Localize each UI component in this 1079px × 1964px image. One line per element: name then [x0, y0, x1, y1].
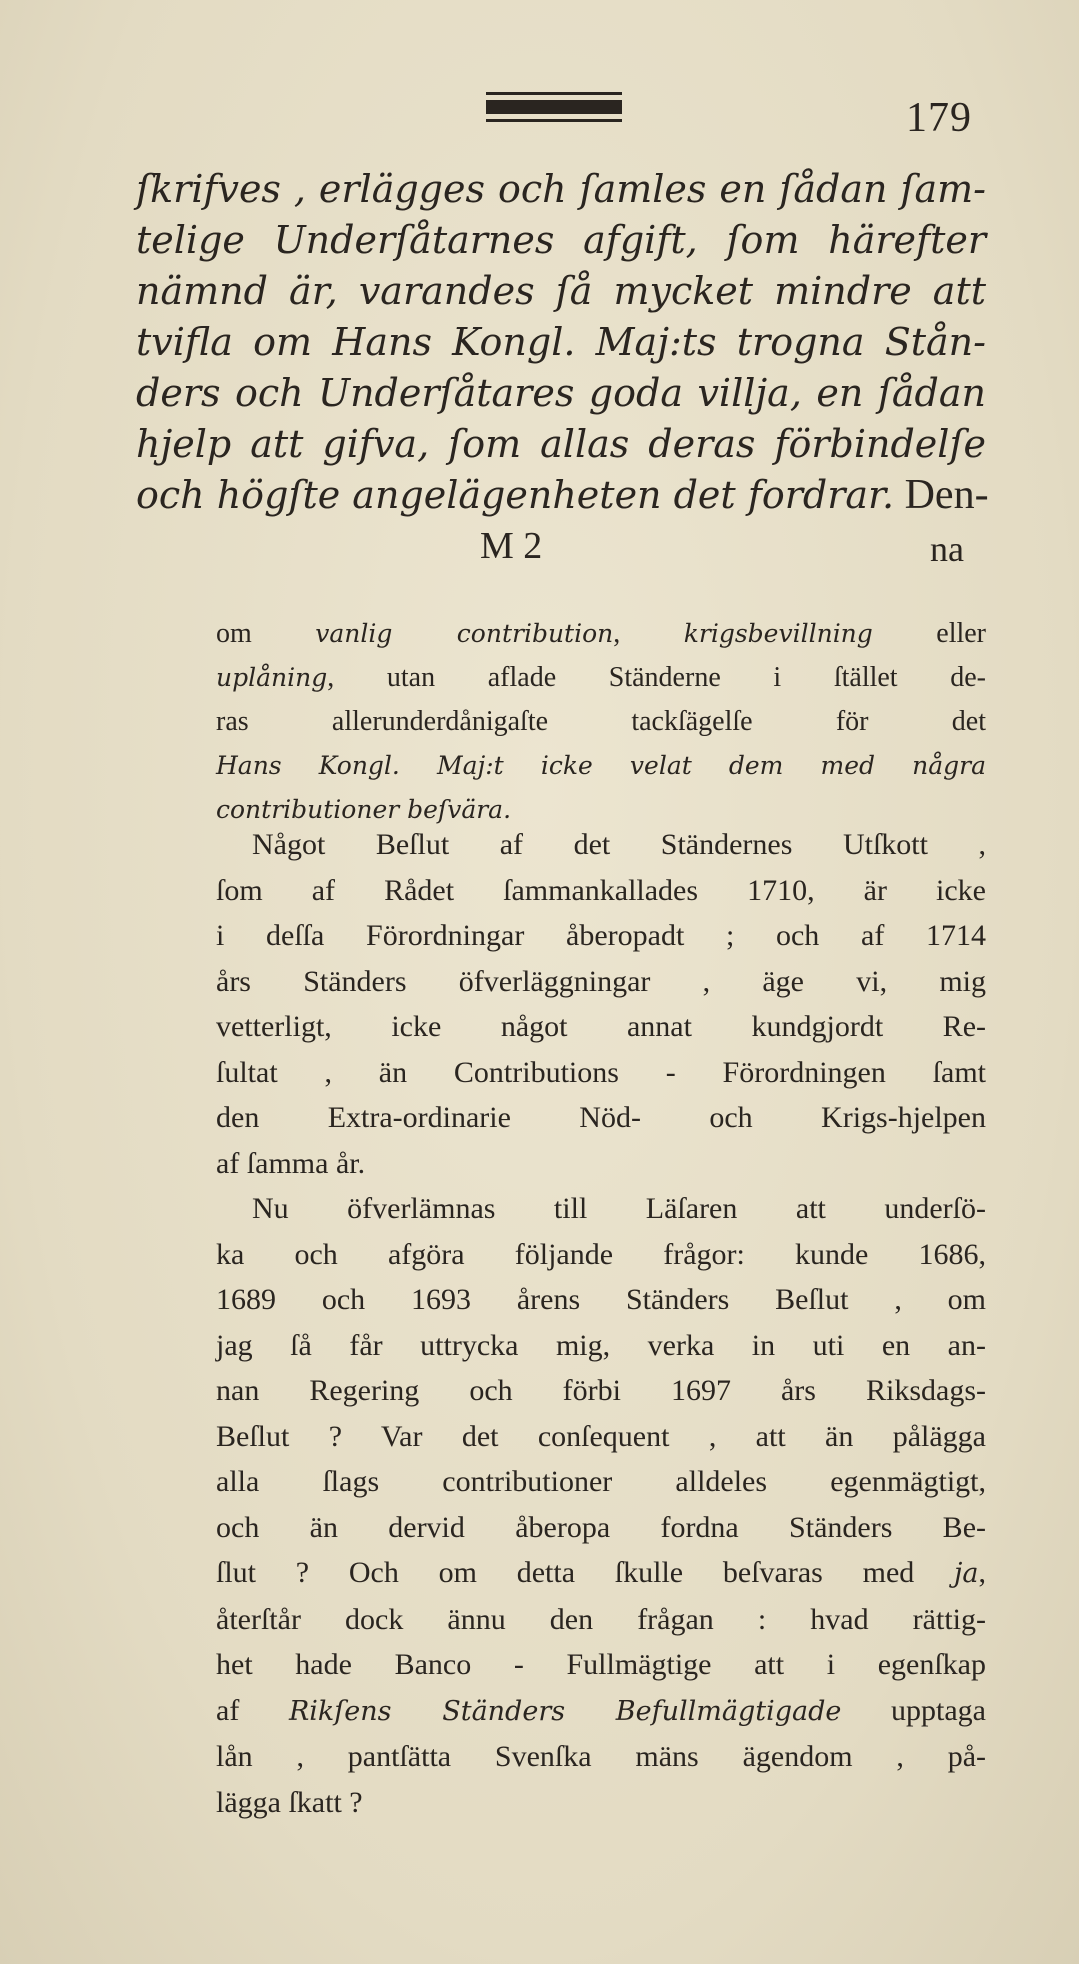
body-line: alla ſlags contributioner alldeles egenmägtigt,: [216, 1465, 986, 1498]
body-line: af ſamma år.: [216, 1146, 366, 1180]
body-line: nan Regering och förbi 1697 års Riksdags-: [216, 1374, 986, 1407]
roman-tail: Den-: [894, 472, 989, 518]
body-line: den Extra-ordinarie Nöd- och Krigs-hjelpen: [216, 1101, 986, 1134]
body-line: års Ständers öfverläggningar , äge vi, mig: [216, 964, 986, 998]
body-line: 1689 och 1693 årens Ständers Beſlut , om: [216, 1283, 986, 1316]
header-ornament-rule: [486, 92, 622, 122]
signature-mark: M 2: [480, 525, 543, 567]
body-line: återſtår dock ännu den frågan : hvad rättig-: [216, 1602, 986, 1636]
body-line: ſultat , än Contributions - Förordningen ſamt: [216, 1055, 986, 1089]
body-text: [216, 822, 986, 1825]
italic-line: tvifla om Hans Kongl. Maj:ts trogna Stån-: [136, 320, 986, 364]
body-line: ka och afgöra följande frågor: kunde 1686,: [216, 1237, 986, 1271]
italic-quotation: [136, 164, 989, 521]
footnote-line: ras allerunderdånigaſte tackſägelſe för det: [216, 706, 986, 737]
body-line: lägga ſkatt ?: [216, 1785, 363, 1819]
footnote-block: [216, 612, 986, 832]
body-line: het hade Banco - Fullmägtige att i egenſkap: [216, 1648, 986, 1681]
footnote-line: uplåning, utan aflade Ständerne i ſtället de-: [216, 662, 986, 693]
catchword: na: [930, 529, 964, 569]
body-line: i deſſa Förordningar åberopadt ; och af 1714: [216, 919, 986, 952]
italic-line-last: och högſte angelägenheten det fordrar. Den-: [136, 472, 989, 518]
body-line: vetterligt, icke något annat kundgjordt Re-: [216, 1010, 986, 1043]
body-line: jag ſå får uttrycka mig, verka in uti en an-: [216, 1328, 986, 1362]
body-line: Något Beſlut af det Ständernes Utſkott ,: [252, 828, 986, 861]
page-number: 179: [906, 95, 972, 141]
italic-line: ders och Underſåtares goda villja, en ſådan: [136, 371, 986, 415]
footnote-line: Hans Kongl. Maj:t icke velat dem med några: [216, 751, 987, 780]
body-line: och än dervid åberopa fordna Ständers Be-: [216, 1510, 986, 1544]
italic-line: telige Underſåtarnes afgift, ſom härefter: [136, 218, 986, 262]
body-line: af Rikſens Ständers Befullmägtigade upptaga: [216, 1693, 986, 1727]
italic-line: hjelp att gifva, ſom allas deras förbindelſe: [136, 422, 986, 466]
body-line: lån , pantſätta Svenſka mäns ägendom , på-: [216, 1740, 986, 1773]
footnote-line: contributioner beſvära.: [216, 795, 512, 824]
footnote-line: om vanlig contribution, krigsbevillning eller: [216, 618, 987, 649]
body-line: ſom af Rådet ſammankallades 1710, är icke: [216, 873, 986, 907]
italic-line: nämnd är, varandes ſå mycket mindre att: [136, 269, 986, 313]
italic-line: ſkrifves , erlägges och ſamles en ſådan ſam-: [136, 167, 986, 211]
body-line: ſlut ? Och om detta ſkulle beſvaras med ja,: [216, 1556, 986, 1589]
body-line: Nu öfverlämnas till Läſaren att underſö-: [252, 1192, 986, 1225]
body-line: Beſlut ? Var det conſequent , att än pålägga: [216, 1419, 986, 1453]
